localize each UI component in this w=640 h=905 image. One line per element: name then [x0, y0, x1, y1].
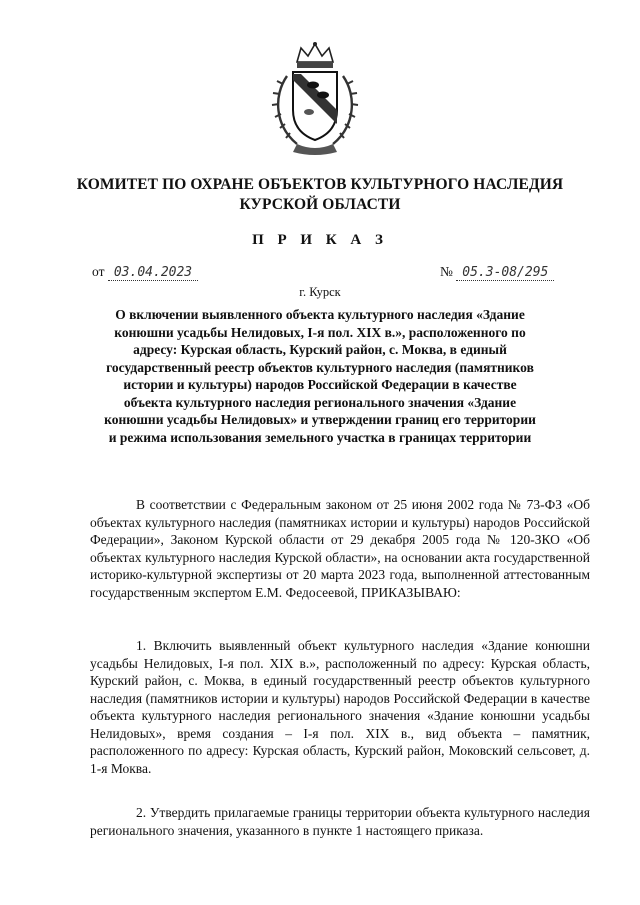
- document-type-title: П Р И К А З: [252, 232, 388, 248]
- order-number: [440, 264, 554, 281]
- preamble-paragraph: В соответствии с Федеральным законом от 25 июня 2002 года № 73-ФЗ «Об объектах культурного наследия (памятниках истории и культуры) народов Российской Федерации», Законом Курской области от 29 декабря 2005 года № 120-ЗКО «Об объектах культурного наследия Курской области», на основании акта государственной историко-культурной экспертизы от 20 марта 2023 года, выполненной аттестованным государственным экспертом Е.М. Федосеевой, ПРИКАЗЫВАЮ:: [90, 497, 590, 600]
- number-handwritten: 05.3-08/295: [456, 265, 554, 281]
- kursk-coat-of-arms-icon: [267, 40, 363, 156]
- date-prefix: от: [92, 264, 105, 279]
- authority-line-2: КУРСКОЙ ОБЛАСТИ: [239, 196, 401, 213]
- number-prefix: №: [440, 264, 453, 279]
- order-date: [92, 264, 198, 281]
- date-handwritten: 03.04.2023: [108, 265, 198, 281]
- city-label: г. Курск: [299, 285, 341, 299]
- item-2-paragraph: 2. Утвердить прилагаемые границы территории объекта культурного наследия регионального значения, указанного в пункте 1 настоящего приказа.: [90, 805, 590, 838]
- issuing-authority: [60, 175, 580, 215]
- authority-line-1: КОМИТЕТ ПО ОХРАНЕ ОБЪЕКТОВ КУЛЬТУРНОГО НАСЛЕДИЯ: [76, 176, 564, 193]
- order-subject: О включении выявленного объекта культурного наследия «Здание конюшни усадьбы Нелидовых, I-я пол. XIX в.», расположенного по адресу: Курская область, Курский район, с. Моква, в единый государственный реестр объектов культурного наследия (памятников истории и культуры) народов Российской Федерации в качестве объекта культурного наследия регионального значения «Здание конюшни усадьбы Нелидовых» и утверждении границ его территории и режима использования земельного участка в границах территории: [104, 307, 536, 445]
- item-1-paragraph: 1. Включить выявленный объект культурного наследия «Здание конюшни усадьбы Нелидовых, I-я пол. XIX в.», расположенный по адресу: Курская область, Курский район, с. Моква, в единый государственный реестр объектов культурного наследия (памятников истории и культуры) народов Российской Федерации в качестве объекта культурного наследия регионального значения «Здание конюшни усадьбы Нелидовых», время создания – I-я пол. XIX в., вид объекта – памятник, расположенного по адресу: Курская область, Курский район, Моковский сельсовет, д. 1-я Моква.: [90, 638, 590, 776]
